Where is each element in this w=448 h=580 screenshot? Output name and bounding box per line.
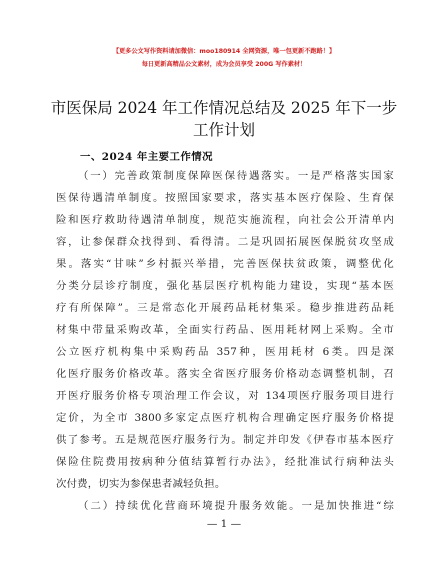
body-line: 定价，为全市 3800多家定点医疗机构合理确定医疗服务价格提 [56, 412, 394, 424]
body-line-last: 次付费，切实为参保患者减轻负担。 [56, 478, 226, 490]
page-number: — 1 — [206, 518, 242, 530]
body-line: （一）完善政策制度保障医保待遇落实。一是严格落实国家 [78, 170, 394, 182]
body-line: （二）持续优化营商环境提升服务效能。一是加快推进“综 [78, 500, 394, 512]
body-line: 开医疗服务价格专项治理工作会议，对 134项医疗服务项目进行 [56, 390, 394, 402]
body-line: 材集中带量采购改革，全面实行药品、医用耗材网上采购。全市 [56, 324, 394, 336]
body-line: 分类分层诊疗制度，强化基层医疗机构能力建设，实现“基本医 [56, 280, 394, 292]
promo-banner-line-1: 【更多公文写作资料请加微信：moo180914 全网资源，唯一包更新不跑路！】 [112, 48, 336, 55]
body-line: 化医疗服务价格改革。落实全省医疗服务价格动态调整机制，召 [56, 368, 394, 380]
document-title-line-2: 工作计划 [192, 121, 255, 139]
body-line: 果。落实“甘味”乡村振兴举措，完善医保扶贫政策，调整优化 [56, 258, 394, 270]
document-title-line-1: 市医保局 2024 年工作情况总结及 2025 年下一步 [50, 99, 398, 117]
body-line: 险和医疗救助待遇清单制度，规范实施流程，向社会公开清单内 [56, 214, 394, 226]
section-heading: 一、2024 年主要工作情况 [80, 151, 214, 163]
body-line: 公立医疗机构集中采购药品 357种，医用耗材 6类。四是深 [56, 346, 394, 358]
body-line: 供了参考。五是规范医疗服务行为。制定并印发《伊春市基本医疗 [56, 434, 394, 446]
body-line: 医保待遇清单制度。按照国家要求，落实基本医疗保险、生育保 [56, 192, 394, 204]
body-line: 保险住院费用按病种分值结算暂行办法》，经批准试行病种法头 [56, 456, 394, 468]
body-line: 容，让参保群众找得到、看得清。二是巩固拓展医保脱贫攻坚成 [56, 236, 394, 248]
body-line: 疗有所保障”。三是常态化开展药品耗材集采。稳步推进药品耗 [56, 302, 394, 314]
promo-banner-line-2: 每日更新高精品公文素材，成为会员享受 200G 写作素材！ [141, 61, 307, 68]
